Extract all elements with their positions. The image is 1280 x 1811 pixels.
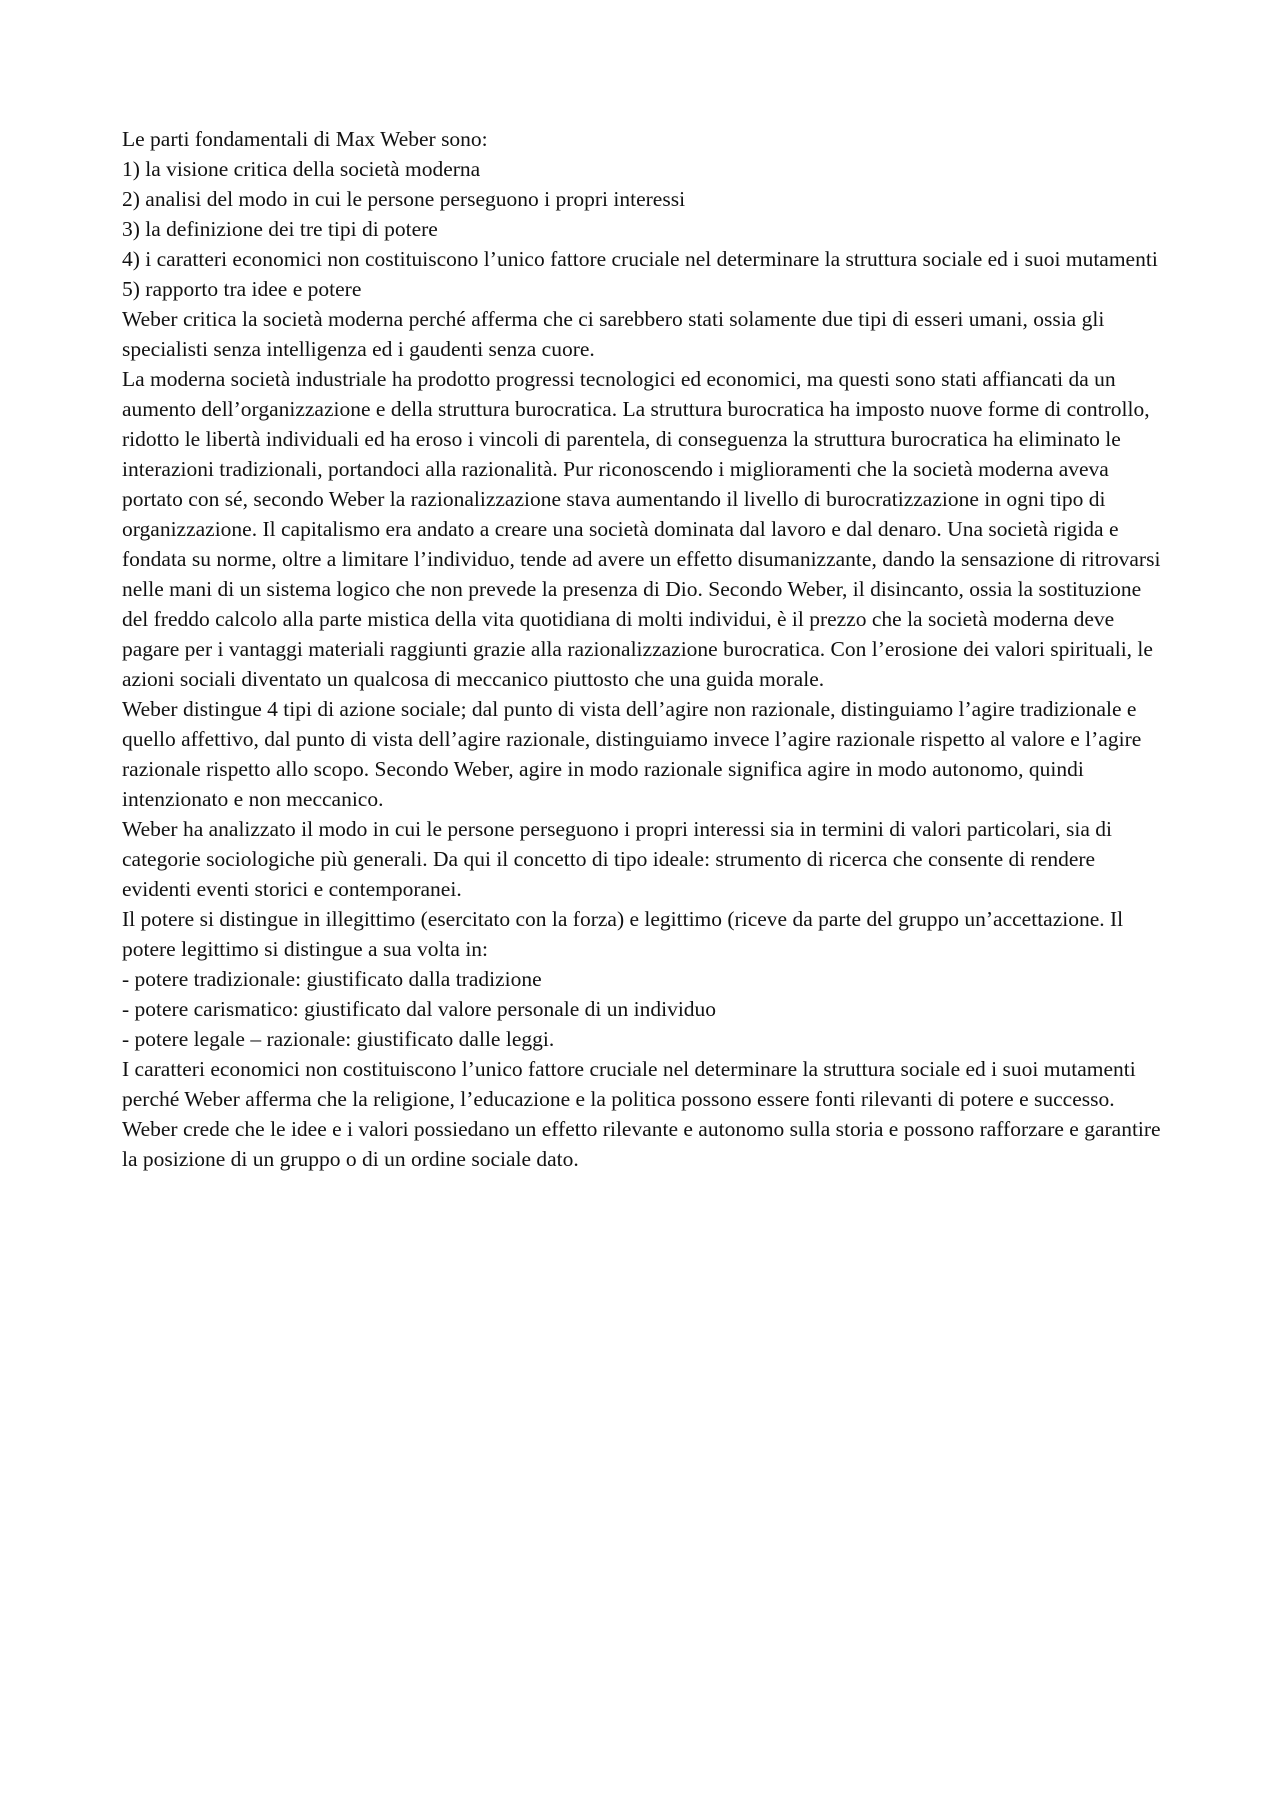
power-item-traditional: - potere tradizionale: giustificato dalla tradizione	[122, 967, 542, 991]
intro-line: Le parti fondamentali di Max Weber sono:	[122, 127, 488, 151]
paragraph-social-action: Weber distingue 4 tipi di azione sociale; dal punto di vista dell’agire non razionale, distinguiamo l’agire tradizionale e quello affettivo, dal punto di vista dell’agire razionale, distinguiamo invece l’agire razionale rispetto al valore e l’agire razionale rispetto allo scopo. Secondo Weber, agire in modo razionale significa agire in modo autonomo, quindi intenzionato e non meccanico.	[122, 697, 1142, 811]
list-item-5: 5) rapporto tra idee e potere	[122, 277, 362, 301]
paragraph-ideas-values: Weber crede che le idee e i valori possiedano un effetto rilevante e autonomo sulla storia e possono rafforzare e garantire la posizione di un gruppo o di un ordine sociale dato.	[122, 1117, 1161, 1171]
list-item-2: 2) analisi del modo in cui le persone perseguono i propri interessi	[122, 187, 686, 211]
document-body	[122, 124, 1167, 1174]
paragraph-critique: Weber critica la società moderna perché afferma che ci sarebbero stati solamente due tipi di esseri umani, ossia gli specialisti senza intelligenza ed i gaudenti senza cuore.	[122, 307, 1105, 361]
paragraph-economic-factors: I caratteri economici non costituiscono l’unico fattore cruciale nel determinare la struttura sociale ed i suoi mutamenti perché Weber afferma che la religione, l’educazione e la politica possono essere fonti rilevanti di potere e successo.	[122, 1057, 1136, 1111]
paragraph-power: Il potere si distingue in illegittimo (esercitato con la forza) e legittimo (riceve da parte del gruppo un’accettazione. Il potere legittimo si distingue a sua volta in:	[122, 907, 1124, 961]
list-item-1: 1) la visione critica della società moderna	[122, 157, 481, 181]
list-item-3: 3) la definizione dei tre tipi di potere	[122, 217, 438, 241]
power-item-legal-rational: - potere legale – razionale: giustificato dalle leggi.	[122, 1027, 555, 1051]
power-item-charismatic: - potere carismatico: giustificato dal valore personale di un individuo	[122, 997, 717, 1021]
paragraph-industrial-society: La moderna società industriale ha prodotto progressi tecnologici ed economici, ma questi sono stati affiancati da un aumento dell’organizzazione e della struttura burocratica. La struttura burocratica ha imposto nuove forme di controllo, ridotto le libertà individuali ed ha eroso i vincoli di parentela, di conseguenza la struttura burocratica ha eliminato le interazioni tradizionali, portandoci alla razionalità. Pur riconoscendo i miglioramenti che la società moderna aveva portato con sé, secondo Weber la razionalizzazione stava aumentando il livello di burocratizzazione in ogni tipo di organizzazione. Il capitalismo era andato a creare una società dominata dal lavoro e dal denaro. Una società rigida e fondata su norme, oltre a limitare l’individuo, tende ad avere un effetto disumanizzante, dando la sensazione di ritrovarsi nelle mani di un sistema logico che non prevede la presenza di Dio. Secondo Weber, il disincanto, ossia la sostituzione del freddo calcolo alla parte mistica della vita quotidiana di molti individui, è il prezzo che la società moderna deve pagare per i vantaggi materiali raggiunti grazie alla razionalizzazione burocratica. Con l’erosione dei valori spirituali, le azioni sociali diventato un qualcosa di meccanico piuttosto che una guida morale.	[122, 367, 1161, 691]
paragraph-ideal-type: Weber ha analizzato il modo in cui le persone perseguono i propri interessi sia in termini di valori particolari, sia di categorie sociologiche più generali. Da qui il concetto di tipo ideale: strumento di ricerca che consente di rendere evidenti eventi storici e contemporanei.	[122, 817, 1112, 901]
list-item-4: 4) i caratteri economici non costituiscono l’unico fattore cruciale nel determinare la struttura sociale ed i suoi mutamenti	[122, 247, 1158, 271]
